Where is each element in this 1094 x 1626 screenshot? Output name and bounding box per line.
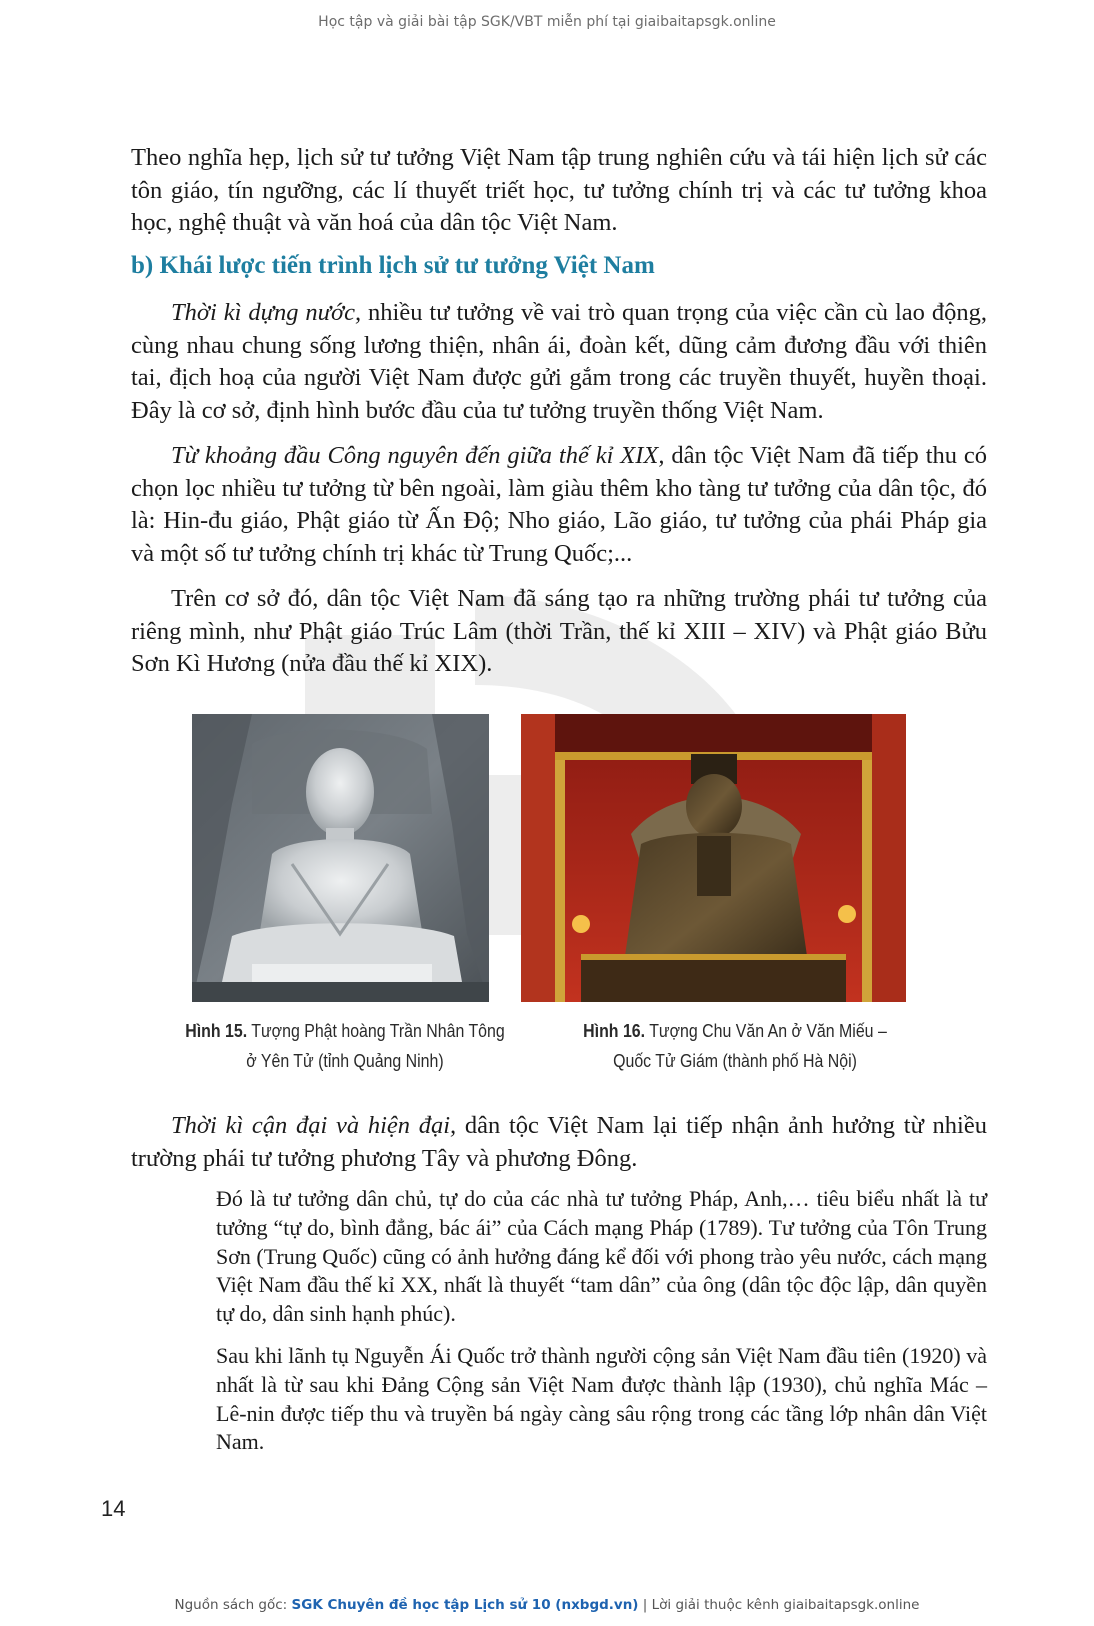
section-heading: b) Khái lược tiến trình lịch sử tư tưởng Việt Nam: [131, 252, 655, 279]
footer-source-link[interactable]: SGK Chuyên đề học tập Lịch sử 10 (nxbgd.vn): [291, 1597, 639, 1613]
figure-15-caption: [177, 1016, 512, 1076]
paragraph-text: Theo nghĩa hẹp, lịch sử tư tưởng Việt Nam tập trung nghiên cứu và tái hiện lịch sử các tôn giáo, tín ngưỡng, các lí thuyết triết học, tư tưởng chính trị và các tư tưởng khoa học, nghệ thuật và văn hoá của dân tộc Việt Nam.: [131, 144, 987, 236]
paragraph-text: nhiều tư tưởng về vai trò quan trọng của việc cần cù lao động, cùng nhau chung sống lương thiện, nhân ái, đoàn kết, dũng cảm đương đầu với thiên tai, địch hoạ của người Việt Nam được gửi gắm trong các truyền thuyết, huyền thoại. Đây là cơ sở, định hình bước đầu của tư tưởng truyền thống Việt Nam.: [131, 299, 987, 424]
paragraph-nation-building: [131, 297, 987, 427]
caption-text: ở Yên Tử (tỉnh Quảng Ninh): [246, 1050, 444, 1071]
caption-text: Tượng Chu Văn An ở Văn Miếu –: [645, 1020, 887, 1041]
paragraph-text: Trên cơ sở đó, dân tộc Việt Nam đã sáng tạo ra những trường phái tư tưởng của riêng mình, như Phật giáo Trúc Lâm (thời Trần, thế kỉ XIII – XIV) và Phật giáo Bửu Sơn Kì Hương (nửa đầu thế kỉ XIX).: [131, 585, 987, 677]
chu-van-an-statue-illustration: [521, 714, 906, 1002]
paragraph-text: dân tộc Việt Nam lại tiếp nhận ảnh hưởng từ nhiều trường phái tư tưởng phương Tây và phương Đông.: [131, 1112, 987, 1172]
indented-paragraph-marxism: [216, 1342, 987, 1457]
buddha-statue-illustration: [192, 714, 489, 1002]
figure-16-caption: [559, 1016, 912, 1076]
paragraph-narrow-meaning: [131, 142, 987, 240]
paragraph-early-era: [131, 440, 987, 570]
italic-lead: Thời kì dựng nước,: [171, 299, 362, 326]
page-number: 14: [101, 1496, 126, 1521]
paragraph-text: Đó là tư tưởng dân chủ, tự do của các nhà tư tưởng Pháp, Anh,… tiêu biểu nhất là tư tưởng “tự do, bình đẳng, bác ái” của Cách mạng Pháp (1789). Tư tưởng của Tôn Trung Sơn (Trung Quốc) cũng có ảnh hưởng đáng kể đối với phong trào yêu nước, cách mạng Việt Nam đầu thế kỉ XX, nhất là thuyết “tam dân” của ông (dân tộc độc lập, dân quyền tự do, dân sinh hạnh phúc).: [216, 1186, 987, 1327]
paragraph-text: Sau khi lãnh tụ Nguyễn Ái Quốc trở thành người cộng sản Việt Nam đầu tiên (1920) và nhất là từ sau khi Đảng Cộng sản Việt Nam được thành lập (1930), chủ nghĩa Mác – Lê-nin được tiếp thu và truyền bá ngày càng sâu rộng trong các tầng lớp nhân dân Việt Nam.: [216, 1343, 987, 1455]
caption-label: Hình 15.: [185, 1020, 248, 1041]
paragraph-own-schools: [131, 583, 987, 681]
page-footer: [0, 1597, 1094, 1613]
caption-text: Tượng Phật hoàng Trần Nhân Tông: [247, 1020, 505, 1041]
page-header: Học tập và giải bài tập SGK/VBT miễn phí tại giaibaitapsgk.online: [318, 14, 776, 30]
paragraph-modern-era: [131, 1110, 987, 1175]
figure-16-image: [521, 714, 906, 1002]
indented-paragraph-democracy: [216, 1185, 987, 1329]
italic-lead: Thời kì cận đại và hiện đại,: [171, 1112, 457, 1139]
paragraph-text: dân tộc Việt Nam đã tiếp thu có chọn lọc nhiều tư tưởng từ bên ngoài, làm giàu thêm kho tàng tư tưởng của dân tộc, đó là: Hin-đu giáo, Phật giáo từ Ấn Độ; Nho giáo, Lão giáo, tư tưởng của phái Pháp gia và một số tư tưởng chính trị khác từ Trung Quốc;...: [131, 442, 987, 567]
caption-label: Hình 16.: [583, 1020, 646, 1041]
figure-15-image: [192, 714, 489, 1002]
caption-text: Quốc Tử Giám (thành phố Hà Nội): [613, 1050, 857, 1071]
italic-lead: Từ khoảng đầu Công nguyên đến giữa thế kỉ XIX,: [171, 442, 665, 469]
footer-prefix: Nguồn sách gốc:: [174, 1597, 292, 1613]
footer-suffix: | Lời giải thuộc kênh giaibaitapsgk.online: [638, 1597, 920, 1613]
